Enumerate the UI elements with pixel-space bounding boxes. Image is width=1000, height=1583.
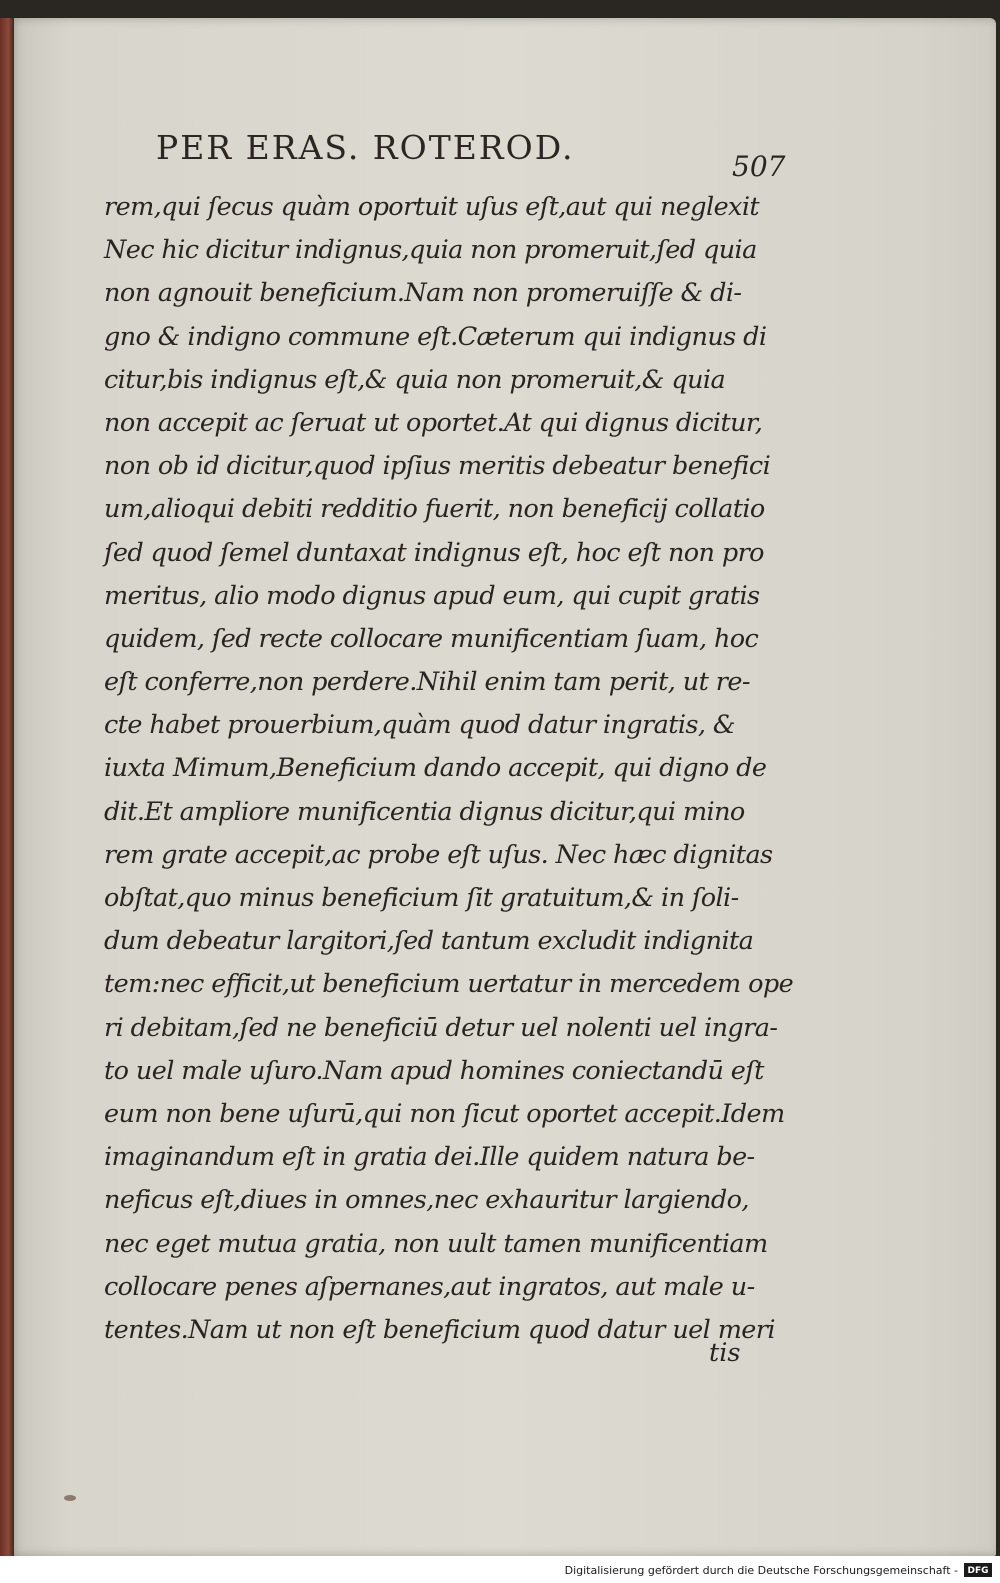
text-line: collocare penes aſpernanes,aut ingratos, aut male u- [104, 1271, 755, 1302]
text-line: tentes.Nam ut non eſt beneficium quod datur uel meri [104, 1314, 775, 1345]
text-line: citur,bis indignus eſt,& quia non promeruit,& quia [104, 364, 726, 395]
text-line: imaginandum eſt in gratia dei.Ille quidem natura be- [104, 1142, 755, 1173]
body-text [104, 186, 794, 1352]
text-line: rem,qui ſecus quàm oportuit uſus eſt,aut qui neglexit [104, 192, 760, 222]
dfg-logo: DFG [964, 1563, 992, 1577]
text-line: ſed quod ſemel duntaxat indignus eſt, hoc eſt non pro [104, 537, 764, 568]
text-line: non accepit ac ſeruat ut oportet.At qui dignus dicitur, [104, 407, 763, 438]
text-line: cte habet prouerbium,quàm quod datur ingratis, & [104, 710, 736, 741]
text-line: Nec hic dicitur indignus,quia non promeruit,ſed quia [104, 235, 757, 266]
text-line: um,alioqui debiti redditio fuerit, non beneficij collatio [104, 494, 765, 525]
ink-smudge [64, 1495, 76, 1501]
book-spine-edge [0, 18, 14, 1556]
text-line: tem:nec efficit,ut beneficium uertatur in mercedem ope [104, 969, 794, 1000]
text-line: obſtat,quo minus beneficium ſit gratuitum,& in ſoli- [104, 883, 739, 913]
text-line: dum debeatur largitori,ſed tantum excludit indignita [104, 926, 754, 957]
text-line: nec eget mutua gratia, non uult tamen munificentiam [104, 1228, 768, 1259]
text-line: non agnouit beneficium.Nam non promeruiſſe & di- [104, 278, 742, 309]
text-line: gno & indigno commune eſt.Cæterum qui indignus di [104, 321, 767, 352]
text-line: eſt conferre,non perdere.Nihil enim tam perit, ut re- [104, 667, 750, 698]
text-line: rem grate accepit,ac probe eſt uſus. Nec hæc dignitas [104, 839, 773, 870]
text-line: iuxta Mimum,Beneficium dando accepit, qui digno de [104, 753, 767, 784]
text-line: eum non bene uſurū,qui non ſicut oportet accepit.Idem [104, 1098, 785, 1129]
text-line: meritus, alio modo dignus apud eum, qui cupit gratis [104, 580, 760, 611]
text-line: ri debitam,ſed ne beneficiū detur uel nolenti uel ingra- [104, 1012, 778, 1043]
digitization-credit: Digitalisierung gefördert durch die Deutsche Forschungsgemeinschaft - [564, 1564, 958, 1577]
text-line: non ob id dicitur,quod ipſius meritis debeatur benefici [104, 451, 771, 482]
text-line: to uel male uſuro.Nam apud homines coniectandū eſt [104, 1055, 764, 1086]
running-title: PER ERAS. ROTEROD. [156, 128, 575, 167]
catchword: tis [709, 1338, 741, 1368]
text-line: quidem, ſed recte collocare munificentiam ſuam, hoc [104, 623, 759, 654]
text-line: dit.Et ampliore munificentia dignus dicitur,qui mino [104, 796, 745, 827]
page-number: 507 [732, 150, 786, 183]
text-line: neficus eſt,diues in omnes,nec exhauritur largiendo, [104, 1185, 749, 1216]
